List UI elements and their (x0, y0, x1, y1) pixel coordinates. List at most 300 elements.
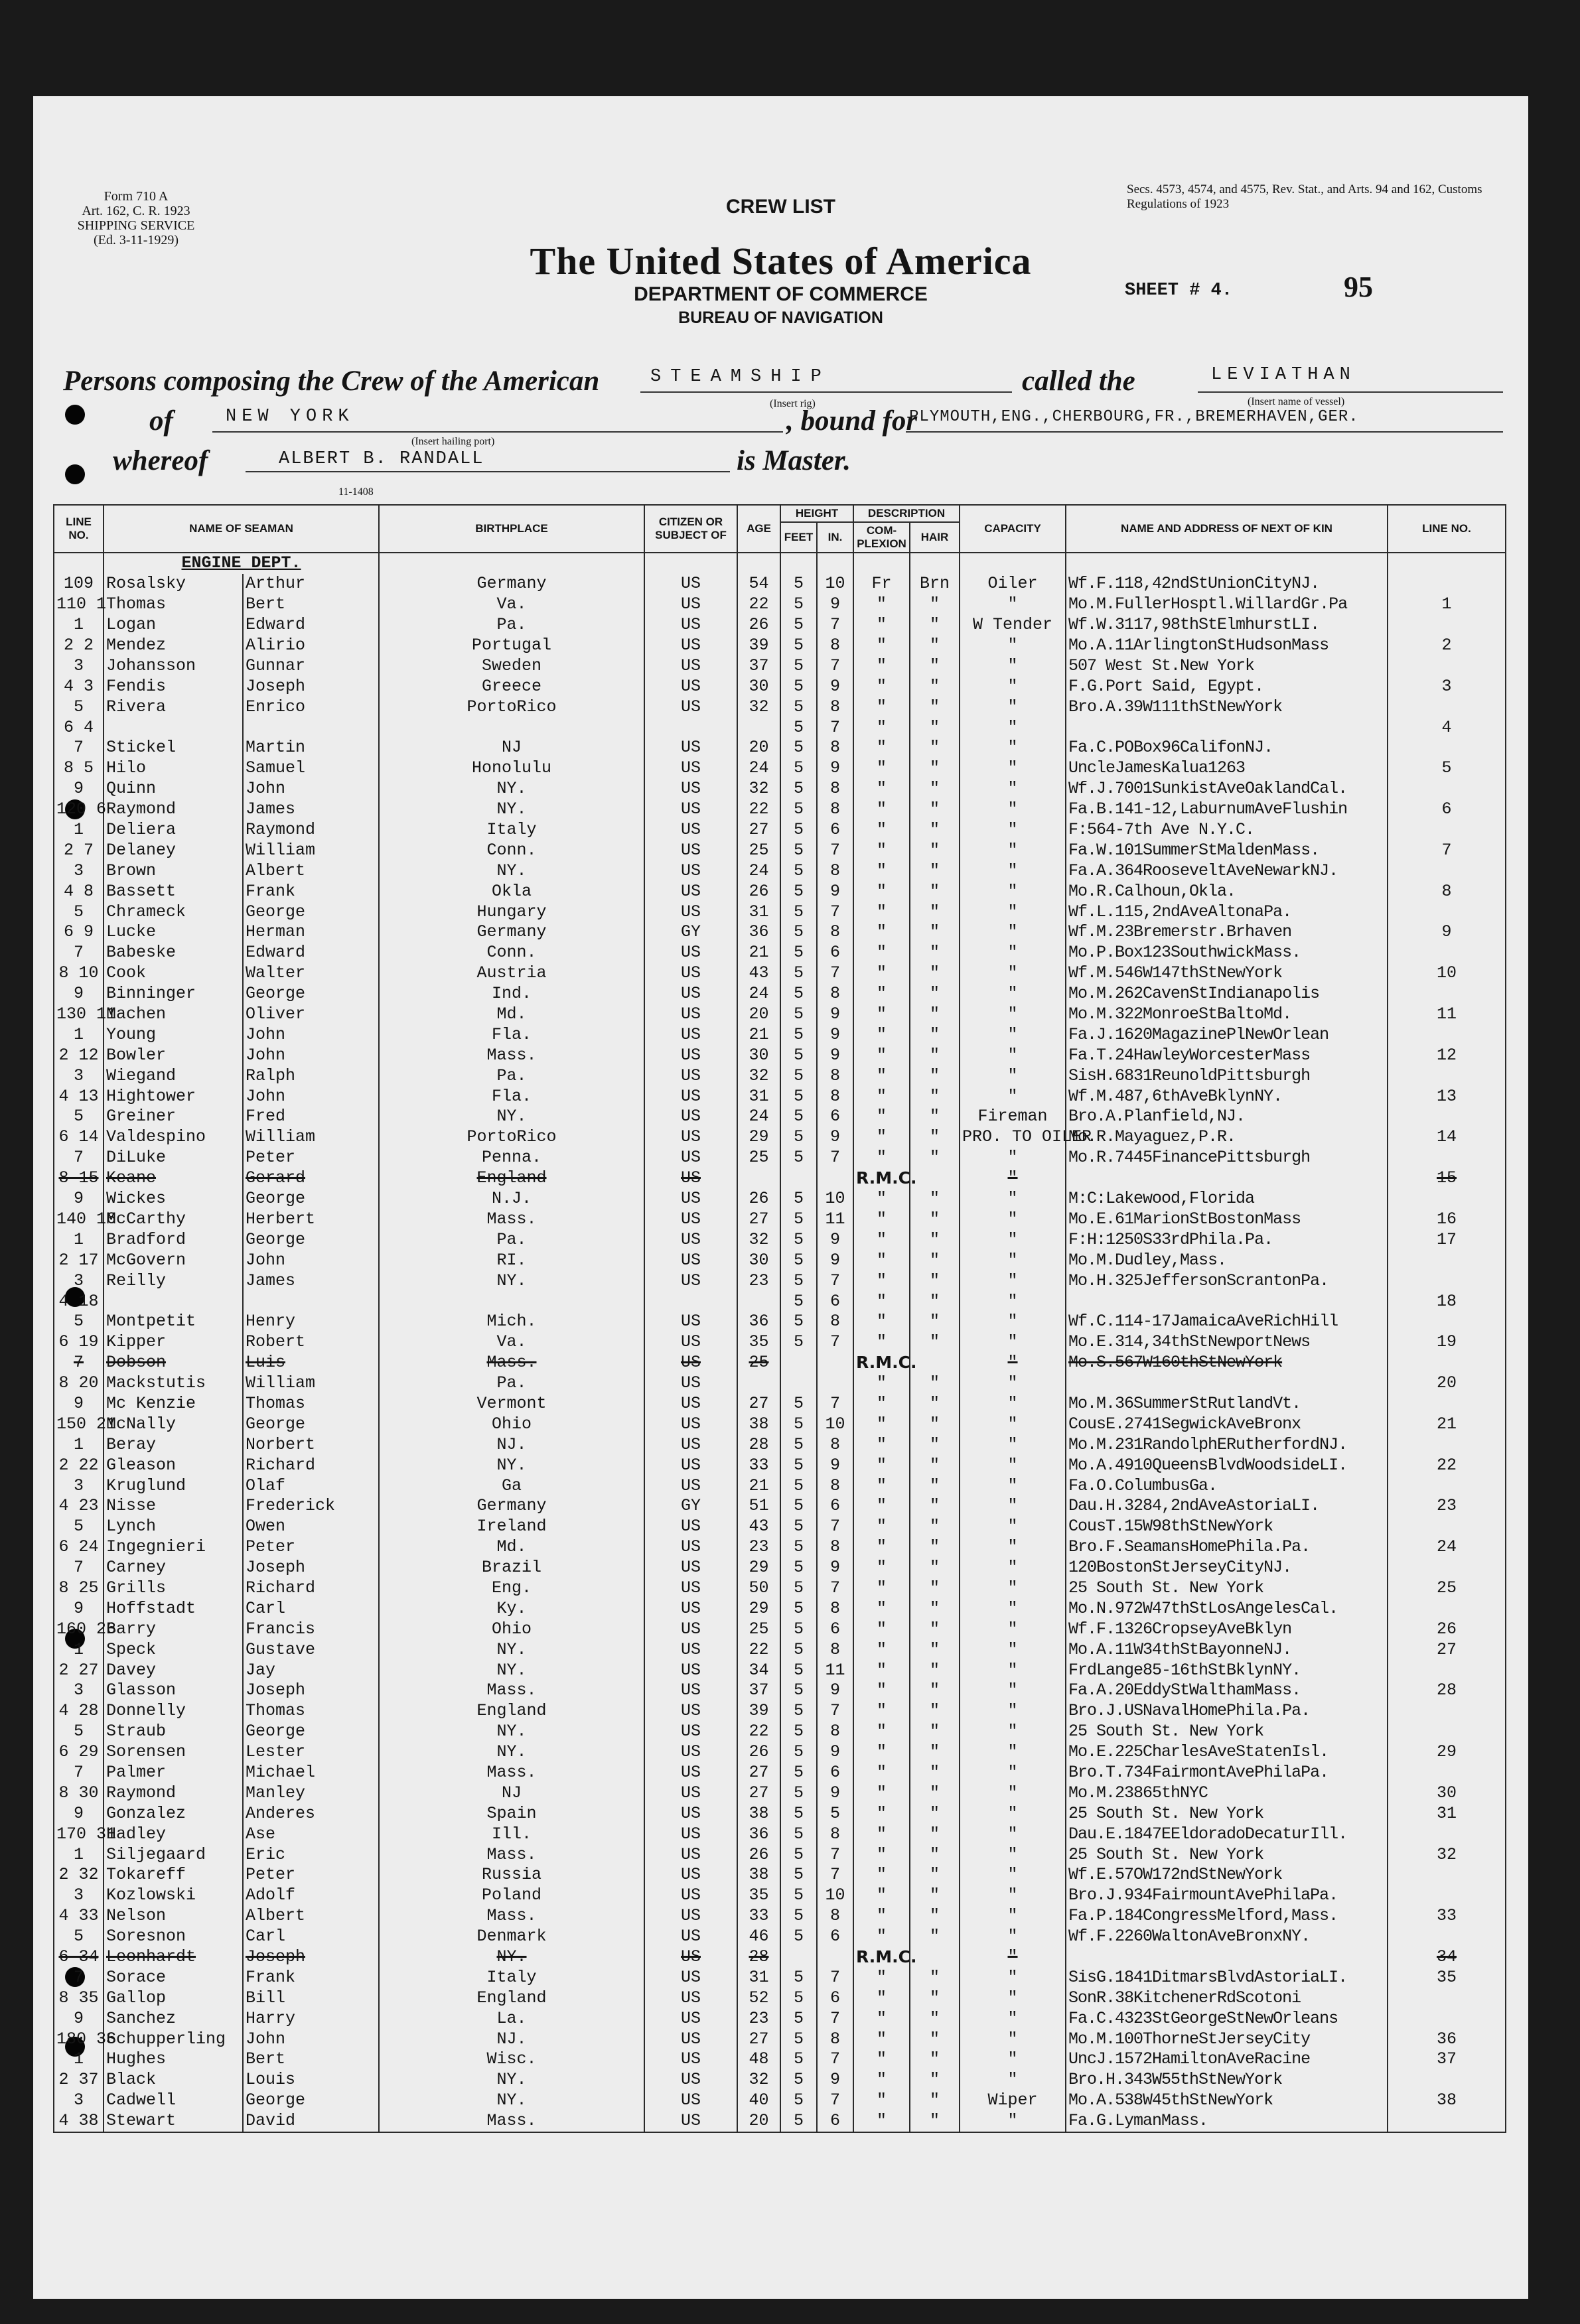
line-no: 4 28 (54, 1701, 104, 1722)
line-no: 7 (54, 1967, 104, 1988)
line-no-right: 38 (1388, 2090, 1506, 2111)
line-no-right (1388, 2070, 1506, 2090)
citizenship: US (644, 1927, 737, 1947)
surname: Bowler (104, 1045, 243, 1065)
citizenship: US (644, 1414, 737, 1434)
age: 35 (737, 1885, 780, 1906)
next-of-kin: Fa.A.364RooseveltAveNewarkNJ. (1066, 860, 1388, 881)
height-feet: 5 (780, 1639, 817, 1660)
birthplace: Pa. (379, 615, 644, 636)
surname: Machen (104, 1004, 243, 1025)
citizenship: US (644, 1639, 737, 1660)
line-no-right: 8 (1388, 881, 1506, 902)
given-name: Olaf (243, 1475, 379, 1496)
age: 50 (737, 1578, 780, 1599)
height-feet (780, 1373, 817, 1394)
complexion: " (853, 1619, 910, 1639)
age: 36 (737, 1824, 780, 1844)
capacity: " (960, 717, 1066, 738)
table-row (54, 1947, 1506, 1968)
capacity: " (960, 655, 1066, 676)
complexion: " (853, 1578, 910, 1599)
hair: " (910, 1927, 960, 1947)
complexion: " (853, 758, 910, 779)
complexion: " (853, 984, 910, 1004)
citizenship: US (644, 1353, 737, 1373)
height-inches: 8 (817, 984, 853, 1004)
next-of-kin: 25 South St. New York (1066, 1803, 1388, 1824)
complexion: " (853, 2008, 910, 2029)
capacity: " (960, 1927, 1066, 1947)
citizenship: US (644, 1947, 737, 1968)
height-feet: 5 (780, 717, 817, 738)
line-no: 2 22 (54, 1455, 104, 1475)
hair: " (910, 1270, 960, 1291)
height-feet: 5 (780, 1865, 817, 1885)
surname: Reilly (104, 1270, 243, 1291)
given-name: Bert (243, 594, 379, 615)
age: 33 (737, 1906, 780, 1927)
capacity: " (960, 2029, 1066, 2049)
height-feet (780, 1353, 817, 1373)
next-of-kin: Mo.R.7445FinancePittsburgh (1066, 1148, 1388, 1168)
line-no: 6 14 (54, 1127, 104, 1148)
surname: Gleason (104, 1455, 243, 1475)
complexion: " (853, 594, 910, 615)
capacity: Wiper (960, 2090, 1066, 2111)
height-feet: 5 (780, 1517, 817, 1537)
line-no-right (1388, 2111, 1506, 2132)
next-of-kin: Fa.P.184CongressMelford,Mass. (1066, 1906, 1388, 1927)
birthplace (379, 1291, 644, 1312)
next-of-kin: SisG.1841DitmarsBlvdAstoriaLI. (1066, 1967, 1388, 1988)
hair: " (910, 1004, 960, 1025)
height-inches: 7 (817, 1332, 853, 1353)
given-name: George (243, 1229, 379, 1250)
complexion: " (853, 717, 910, 738)
birthplace: Russia (379, 1865, 644, 1885)
complexion: " (853, 636, 910, 656)
next-of-kin: Mo.M.23865thNYC (1066, 1783, 1388, 1803)
capacity: " (960, 1844, 1066, 1865)
height-inches (817, 1168, 853, 1189)
line-no: 110 1 (54, 594, 104, 615)
line-no-right: 16 (1388, 1209, 1506, 1230)
table-row (54, 1394, 1506, 1414)
next-of-kin: Mo.A.538W45thStNewYork (1066, 2090, 1388, 2111)
line-no-right: 32 (1388, 1844, 1506, 1865)
hair: " (910, 1065, 960, 1086)
height-inches: 10 (817, 574, 853, 594)
complexion: " (853, 881, 910, 902)
age: 43 (737, 1517, 780, 1537)
complexion: " (853, 1004, 910, 1025)
capacity: " (960, 1947, 1066, 1968)
height-inches: 7 (817, 2008, 853, 2029)
table-row (54, 1824, 1506, 1844)
surname: Mackstutis (104, 1373, 243, 1394)
hair: " (910, 860, 960, 881)
complexion: " (853, 1537, 910, 1558)
citizenship: US (644, 1598, 737, 1619)
next-of-kin: M:C:Lakewood,Florida (1066, 1189, 1388, 1209)
birthplace: Ireland (379, 1517, 644, 1537)
complexion: " (853, 1270, 910, 1291)
capacity: " (960, 922, 1066, 943)
table-row (54, 1988, 1506, 2008)
table-row (54, 1517, 1506, 1537)
complexion: " (853, 1906, 910, 1927)
citizenship: US (644, 1086, 737, 1107)
next-of-kin: F:H:1250S33rdPhila.Pa. (1066, 1229, 1388, 1250)
birthplace: Va. (379, 1332, 644, 1353)
crew-table (53, 504, 1506, 2133)
line-no: 6 4 (54, 717, 104, 738)
height-inches (817, 1373, 853, 1394)
given-name: Gustave (243, 1639, 379, 1660)
surname: Valdespino (104, 1127, 243, 1148)
hair: " (910, 2070, 960, 2090)
hair: " (910, 1250, 960, 1270)
table-row (54, 1189, 1506, 1209)
line-no-right (1388, 1722, 1506, 1742)
hair: " (910, 1598, 960, 1619)
next-of-kin: FrdLange85-16thStBklynNY. (1066, 1660, 1388, 1680)
line-no: 1 (54, 1844, 104, 1865)
birthplace: NY. (379, 1107, 644, 1127)
height-feet: 5 (780, 799, 817, 820)
birthplace: Austria (379, 963, 644, 984)
given-name: Norbert (243, 1434, 379, 1455)
table-row (54, 1558, 1506, 1578)
birthplace: NY. (379, 1455, 644, 1475)
height-feet: 5 (780, 1660, 817, 1680)
line-no-right: 10 (1388, 963, 1506, 984)
master-name: ALBERT B. RANDALL (279, 449, 484, 469)
complexion: " (853, 1229, 910, 1250)
line-no: 8 35 (54, 1988, 104, 2008)
complexion: " (853, 860, 910, 881)
surname: Ingegnieri (104, 1537, 243, 1558)
height-inches: 8 (817, 1639, 853, 1660)
line-no: 4 18 (54, 1291, 104, 1312)
surname: Raymond (104, 1783, 243, 1803)
birthplace: Sweden (379, 655, 644, 676)
line-no-right (1388, 1065, 1506, 1086)
height-inches: 6 (817, 1619, 853, 1639)
height-inches: 8 (817, 799, 853, 820)
complexion: " (853, 1332, 910, 1353)
table-row (54, 1967, 1506, 1988)
age: 21 (737, 1024, 780, 1045)
citizenship: US (644, 779, 737, 799)
height-feet: 5 (780, 840, 817, 860)
capacity: " (960, 1086, 1066, 1107)
height-feet: 5 (780, 1763, 817, 1783)
citizenship: US (644, 840, 737, 860)
height-feet: 5 (780, 1434, 817, 1455)
capacity: " (960, 1619, 1066, 1639)
complexion: " (853, 1701, 910, 1722)
given-name: Francis (243, 1619, 379, 1639)
birthplace: Mass. (379, 1680, 644, 1701)
capacity: " (960, 1332, 1066, 1353)
hair: " (910, 2029, 960, 2049)
citizenship: US (644, 1701, 737, 1722)
capacity: " (960, 881, 1066, 902)
age: 31 (737, 902, 780, 922)
line-no-right: 20 (1388, 1373, 1506, 1394)
birthplace: Md. (379, 1004, 644, 1025)
height-feet: 5 (780, 1209, 817, 1230)
surname: Gonzalez (104, 1803, 243, 1824)
height-feet: 5 (780, 1906, 817, 1927)
citizenship: US (644, 860, 737, 881)
complexion: " (853, 1988, 910, 2008)
height-inches: 8 (817, 1824, 853, 1844)
citizenship: US (644, 1148, 737, 1168)
complexion: " (853, 1496, 910, 1517)
height-feet: 5 (780, 594, 817, 615)
given-name: Ralph (243, 1065, 379, 1086)
surname: Brown (104, 860, 243, 881)
complexion: " (853, 1291, 910, 1312)
table-row (54, 881, 1506, 902)
height-feet: 5 (780, 1086, 817, 1107)
height-inches: 8 (817, 779, 853, 799)
next-of-kin: Mo.M.100ThorneStJerseyCity (1066, 2029, 1388, 2049)
line-no-right (1388, 738, 1506, 758)
country-heading: The United States of America (530, 239, 1032, 283)
capacity: " (960, 860, 1066, 881)
complexion: " (853, 1086, 910, 1107)
citizenship: US (644, 1803, 737, 1824)
height-feet: 5 (780, 1475, 817, 1496)
citizenship: US (644, 1475, 737, 1496)
statute-reference: Secs. 4573, 4574, and 4575, Rev. Stat., and Arts. 94 and 162, Customs Regulations of 1923 (1127, 182, 1482, 211)
given-name: Luis (243, 1353, 379, 1373)
age: 27 (737, 2029, 780, 2049)
complexion: " (853, 1865, 910, 1885)
age: 21 (737, 943, 780, 963)
age: 38 (737, 1865, 780, 1885)
given-name: George (243, 984, 379, 1004)
birthplace: NJ (379, 738, 644, 758)
next-of-kin: CousT.15W98thStNewYork (1066, 1517, 1388, 1537)
surname: Stickel (104, 738, 243, 758)
line-no-right: 9 (1388, 922, 1506, 943)
hair: " (910, 943, 960, 963)
hair: " (910, 1558, 960, 1578)
hair: " (910, 1024, 960, 1045)
height-inches: 5 (817, 1803, 853, 1824)
birthplace: Brazil (379, 1558, 644, 1578)
given-name: Gunnar (243, 655, 379, 676)
line-no: 6 29 (54, 1742, 104, 1763)
capacity: " (960, 840, 1066, 860)
next-of-kin: Fa.W.101SummerStMaldenMass. (1066, 840, 1388, 860)
hair: " (910, 902, 960, 922)
capacity: " (960, 1865, 1066, 1885)
given-name: Joseph (243, 1558, 379, 1578)
line-no: 1 (54, 820, 104, 841)
table-row (54, 1414, 1506, 1434)
capacity: " (960, 1722, 1066, 1742)
age: 27 (737, 1394, 780, 1414)
line-no-right (1388, 1250, 1506, 1270)
hair: " (910, 1045, 960, 1065)
birthplace: N.J. (379, 1189, 644, 1209)
citizenship: US (644, 1517, 737, 1537)
line-no-right (1388, 1189, 1506, 1209)
line-no-right: 2 (1388, 636, 1506, 656)
age: 29 (737, 1127, 780, 1148)
citizenship: US (644, 820, 737, 841)
line-no-right (1388, 2008, 1506, 2029)
header-next-of-kin: NAME AND ADDRESS OF NEXT OF KIN (1066, 505, 1388, 553)
capacity: " (960, 1270, 1066, 1291)
table-row (54, 1270, 1506, 1291)
age: 24 (737, 984, 780, 1004)
surname: Nisse (104, 1496, 243, 1517)
line-no: 6 9 (54, 922, 104, 943)
height-feet: 5 (780, 1414, 817, 1434)
height-inches: 7 (817, 840, 853, 860)
line-no: 9 (54, 1189, 104, 1209)
given-name: Peter (243, 1537, 379, 1558)
birthplace: Okla (379, 881, 644, 902)
given-name: Frank (243, 881, 379, 902)
department-heading: DEPARTMENT OF COMMERCE (634, 283, 928, 305)
line-no-right: 28 (1388, 1680, 1506, 1701)
surname: Schupperling (104, 2029, 243, 2049)
surname: Beray (104, 1434, 243, 1455)
capacity: " (960, 1168, 1066, 1189)
citizenship: US (644, 1988, 737, 2008)
line-no-right: 21 (1388, 1414, 1506, 1434)
height-inches: 6 (817, 820, 853, 841)
hair (910, 1353, 960, 1373)
next-of-kin: Mo.N.972W47thStLosAngelesCal. (1066, 1598, 1388, 1619)
citizenship: US (644, 1127, 737, 1148)
surname: Greiner (104, 1107, 243, 1127)
complexion: " (853, 738, 910, 758)
surname: Keane (104, 1168, 243, 1189)
given-name: Anderes (243, 1803, 379, 1824)
rig-hint: (Insert rig) (770, 398, 816, 409)
age: 28 (737, 1434, 780, 1455)
capacity: " (960, 1229, 1066, 1250)
age: 26 (737, 1742, 780, 1763)
hair: " (910, 1414, 960, 1434)
height-inches: 10 (817, 1189, 853, 1209)
line-no: 5 (54, 1517, 104, 1537)
line-no: 130 11 (54, 1004, 104, 1025)
line-no: 9 (54, 1803, 104, 1824)
height-inches: 6 (817, 1496, 853, 1517)
form-service: SHIPPING SERVICE (77, 218, 195, 233)
capacity: " (960, 1680, 1066, 1701)
surname: Montpetit (104, 1312, 243, 1332)
given-name: Joseph (243, 676, 379, 697)
table-row (54, 1045, 1506, 1065)
capacity: " (960, 1803, 1066, 1824)
height-inches: 9 (817, 1024, 853, 1045)
citizenship: US (644, 1865, 737, 1885)
surname: Kipper (104, 1332, 243, 1353)
line-no: 6 34 (54, 1947, 104, 1968)
line-no-right: 18 (1388, 1291, 1506, 1312)
next-of-kin: Mo.A.11ArlingtonStHudsonMass (1066, 636, 1388, 656)
citizenship: US (644, 1885, 737, 1906)
citizenship: US (644, 1394, 737, 1414)
birthplace: Fla. (379, 1086, 644, 1107)
line-no: 7 (54, 943, 104, 963)
hair (910, 1168, 960, 1189)
table-row (54, 1598, 1506, 1619)
complexion: " (853, 1763, 910, 1783)
next-of-kin: Bro.T.734FairmontAvePhilaPa. (1066, 1763, 1388, 1783)
line-no: 5 (54, 902, 104, 922)
birthplace: NY. (379, 860, 644, 881)
birthplace: Pa. (379, 1229, 644, 1250)
line-no: 6 24 (54, 1537, 104, 1558)
age: 30 (737, 1045, 780, 1065)
complexion: Fr (853, 574, 910, 594)
surname: Kruglund (104, 1475, 243, 1496)
given-name: Thomas (243, 1394, 379, 1414)
line-no: 5 (54, 1722, 104, 1742)
line-no-right (1388, 1312, 1506, 1332)
table-row (54, 1209, 1506, 1230)
capacity: " (960, 1434, 1066, 1455)
birthplace: Penna. (379, 1148, 644, 1168)
capacity: " (960, 1537, 1066, 1558)
height-feet: 5 (780, 738, 817, 758)
height-inches: 6 (817, 1763, 853, 1783)
line-no: 3 (54, 1885, 104, 1906)
hair: " (910, 1229, 960, 1250)
given-name: John (243, 2029, 379, 2049)
citizenship: US (644, 594, 737, 615)
document-title: CREW LIST (726, 196, 835, 218)
complexion: " (853, 1189, 910, 1209)
surname: Wickes (104, 1189, 243, 1209)
age: 26 (737, 1844, 780, 1865)
line-no-right: 17 (1388, 1229, 1506, 1250)
age: 20 (737, 1004, 780, 1025)
hair: " (910, 1865, 960, 1885)
header-description: DESCRIPTION (853, 505, 960, 522)
vessel-hint: (Insert name of vessel) (1248, 396, 1345, 407)
line-no: 160 26 (54, 1619, 104, 1639)
called-label: called the (1022, 366, 1135, 397)
capacity: " (960, 1475, 1066, 1496)
line-no-right: 37 (1388, 2049, 1506, 2070)
complexion: " (853, 1127, 910, 1148)
complexion: " (853, 1024, 910, 1045)
height-feet: 5 (780, 1701, 817, 1722)
birthplace: Denmark (379, 1927, 644, 1947)
capacity: " (960, 2111, 1066, 2132)
age: 36 (737, 1312, 780, 1332)
age: 27 (737, 820, 780, 841)
height-inches: 7 (817, 1967, 853, 1988)
capacity: " (960, 2008, 1066, 2029)
height-inches: 9 (817, 1250, 853, 1270)
line-no: 9 (54, 1394, 104, 1414)
citizenship: US (644, 574, 737, 594)
